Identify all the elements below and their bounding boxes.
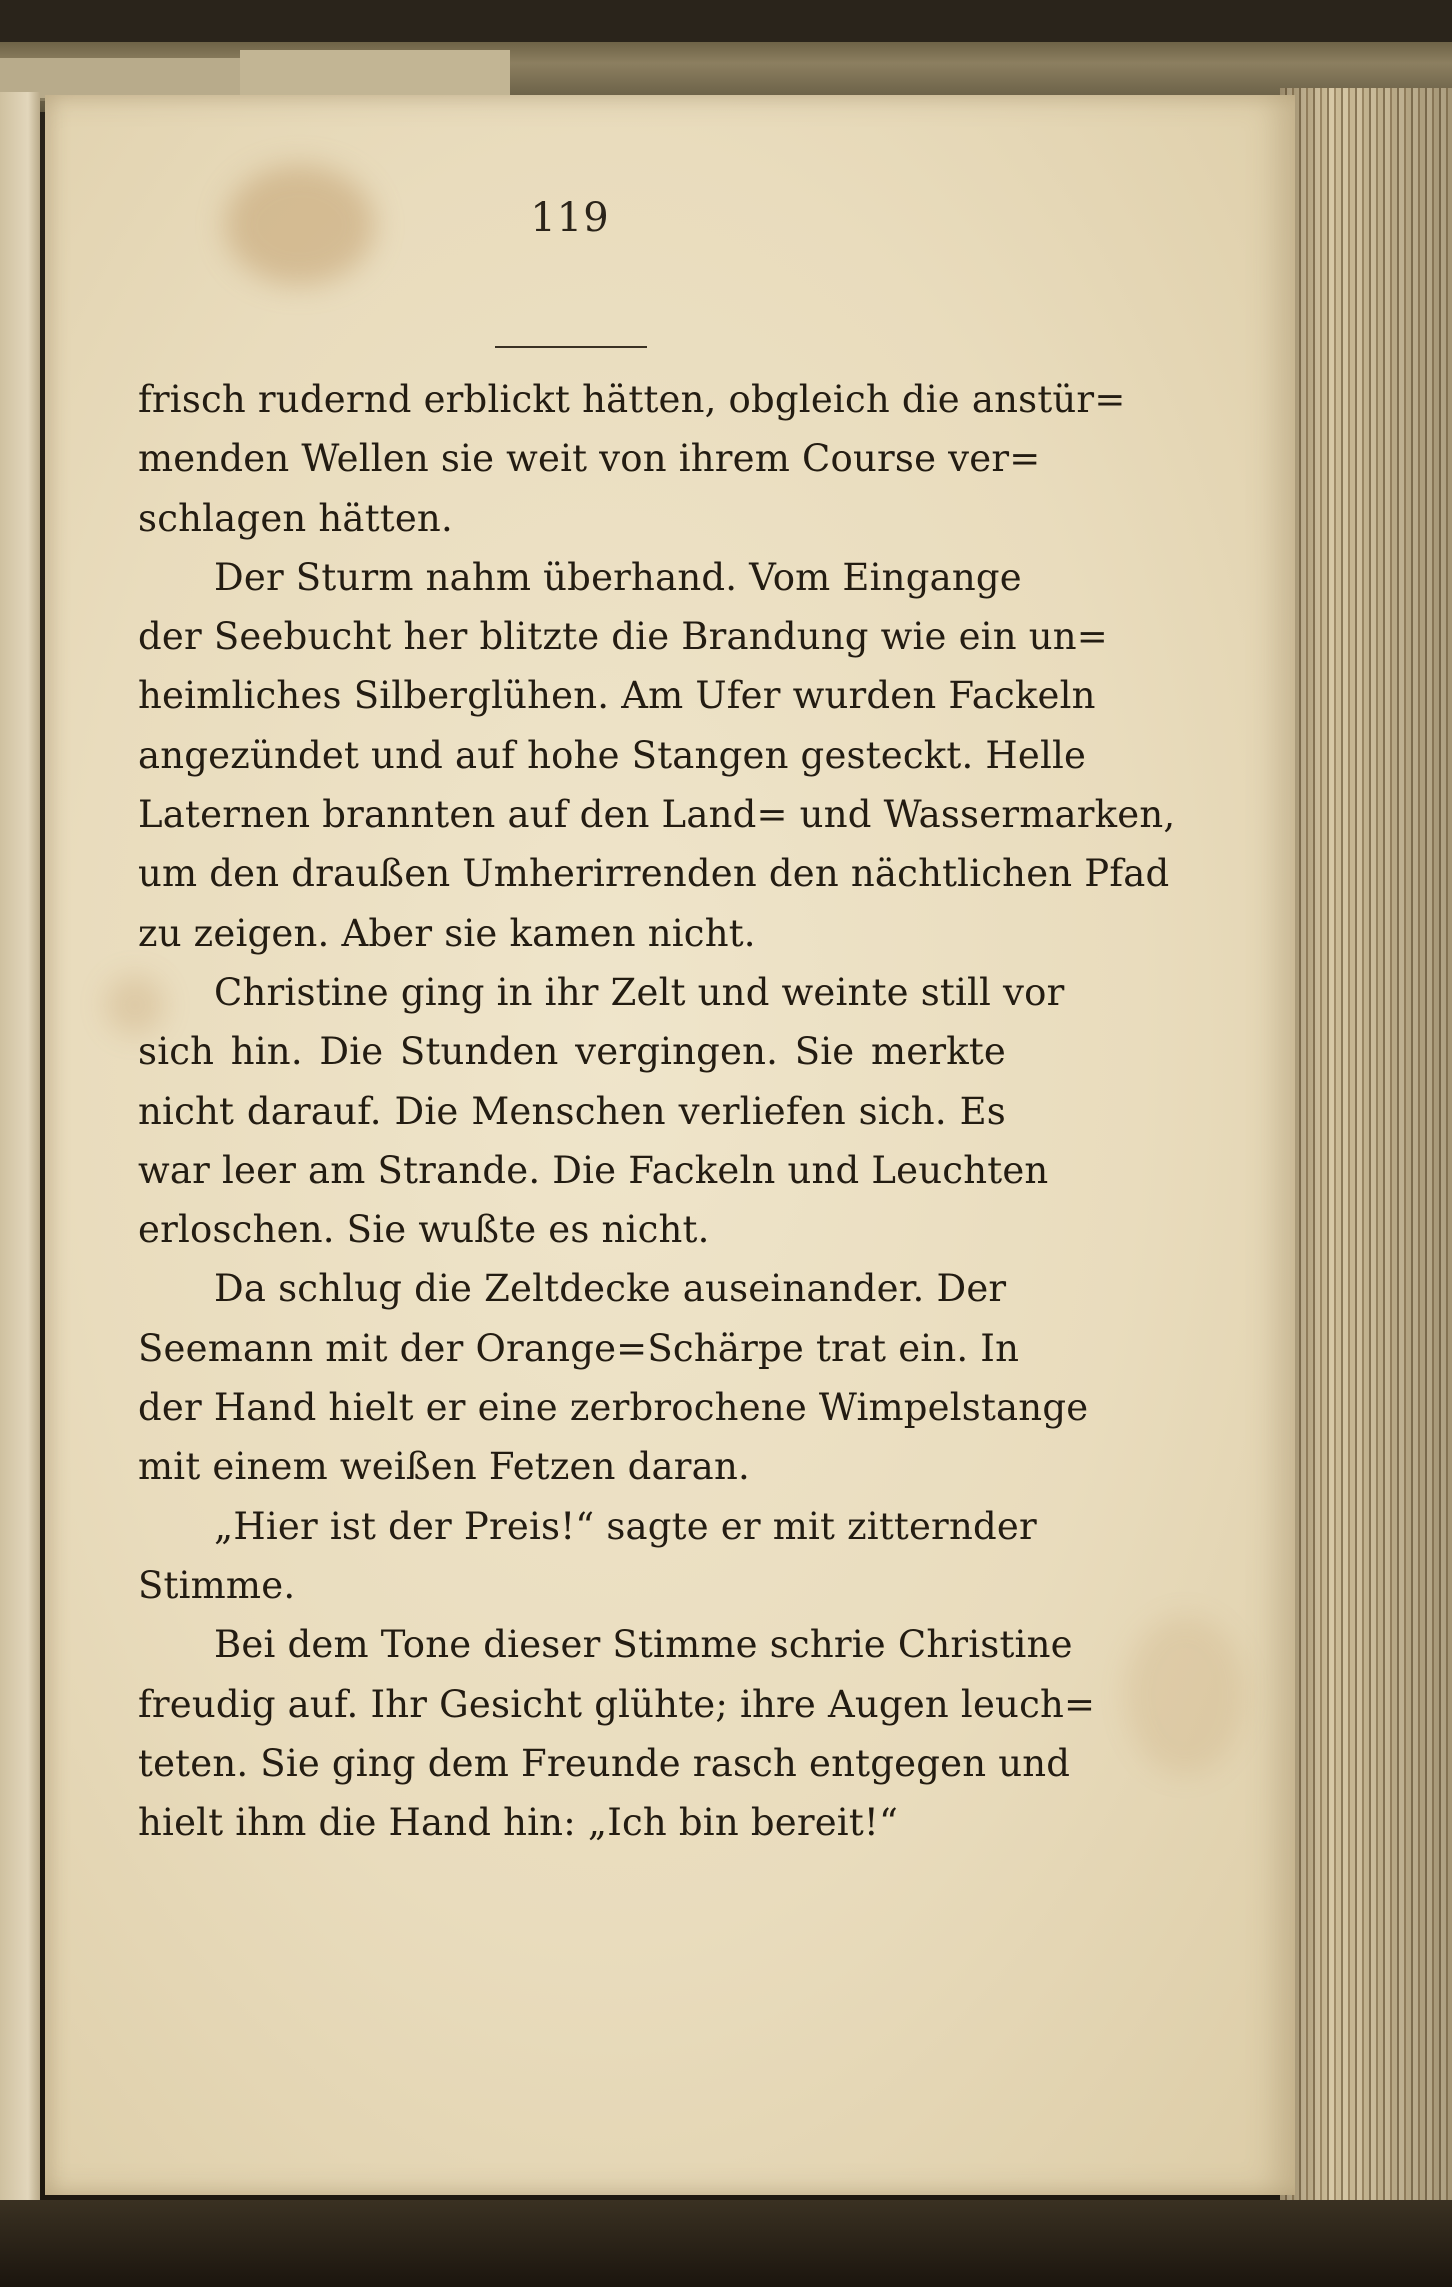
text-line: teten. Sie ging dem Freunde rasch entgegen und — [138, 1741, 1071, 1785]
scan-bottom-border — [0, 2200, 1452, 2287]
page-number: 119 — [530, 195, 610, 241]
text-line: sich hin. Die Stunden vergingen. Sie merkte — [138, 1030, 1006, 1074]
foxing-stain — [1125, 1615, 1245, 1775]
text-line: erloschen. Sie wußte es nicht. — [138, 1208, 710, 1252]
paragraph — [138, 1259, 1089, 1496]
text-line: Christine ging in ihr Zelt und weinte still vor — [214, 970, 1065, 1014]
paragraph — [138, 548, 1176, 963]
text-line: hielt ihm die Hand hin: „Ich bin bereit!“ — [138, 1801, 899, 1845]
foxing-stain — [225, 165, 375, 285]
text-line: der Seebucht her blitzte die Brandung wie ein un= — [138, 615, 1108, 659]
paragraph — [138, 1497, 1037, 1616]
paragraph — [138, 1615, 1096, 1852]
text-line: zu zeigen. Aber sie kamen nicht. — [138, 911, 756, 955]
text-line: Seemann mit der Orange=Schärpe trat ein. In — [138, 1326, 1020, 1370]
page-stack-shadow — [1280, 88, 1452, 2208]
text-line: heimliches Silberglühen. Am Ufer wurden Fackeln — [138, 674, 1096, 718]
text-line: menden Wellen sie weit von ihrem Course ver= — [138, 437, 1041, 481]
text-line: war leer am Strande. Die Fackeln und Leuchten — [138, 1148, 1049, 1192]
text-line: Da schlug die Zeltdecke auseinander. Der — [214, 1267, 1007, 1311]
text-line: um den draußen Umherirrenden den nächtlichen Pfad — [138, 852, 1170, 896]
text-line: Der Sturm nahm überhand. Vom Eingange — [214, 555, 1022, 599]
text-line: nicht darauf. Die Menschen verliefen sich. Es — [138, 1089, 1006, 1133]
paragraph — [138, 963, 1065, 1259]
text-line: der Hand hielt er eine zerbrochene Wimpelstange — [138, 1386, 1089, 1430]
text-line: mit einem weißen Fetzen daran. — [138, 1445, 750, 1489]
text-line: Bei dem Tone dieser Stimme schrie Christine — [214, 1623, 1073, 1667]
header-rule — [495, 346, 647, 348]
text-line: Stimme. — [138, 1563, 296, 1607]
text-line: „Hier ist der Preis!“ sagte er mit zitternder — [214, 1504, 1037, 1548]
paragraph — [138, 370, 1126, 548]
facing-page-edge — [0, 92, 40, 2202]
body-text — [138, 370, 1176, 1852]
text-line: freudig auf. Ihr Gesicht glühte; ihre Augen leuch= — [138, 1682, 1096, 1726]
text-line: schlagen hätten. — [138, 496, 453, 540]
text-line: Laternen brannten auf den Land= und Wassermarken, — [138, 793, 1176, 837]
text-line: frisch rudernd erblickt hätten, obgleich die anstür= — [138, 378, 1126, 421]
text-line: angezündet und auf hohe Stangen gesteckt. Helle — [138, 733, 1087, 777]
